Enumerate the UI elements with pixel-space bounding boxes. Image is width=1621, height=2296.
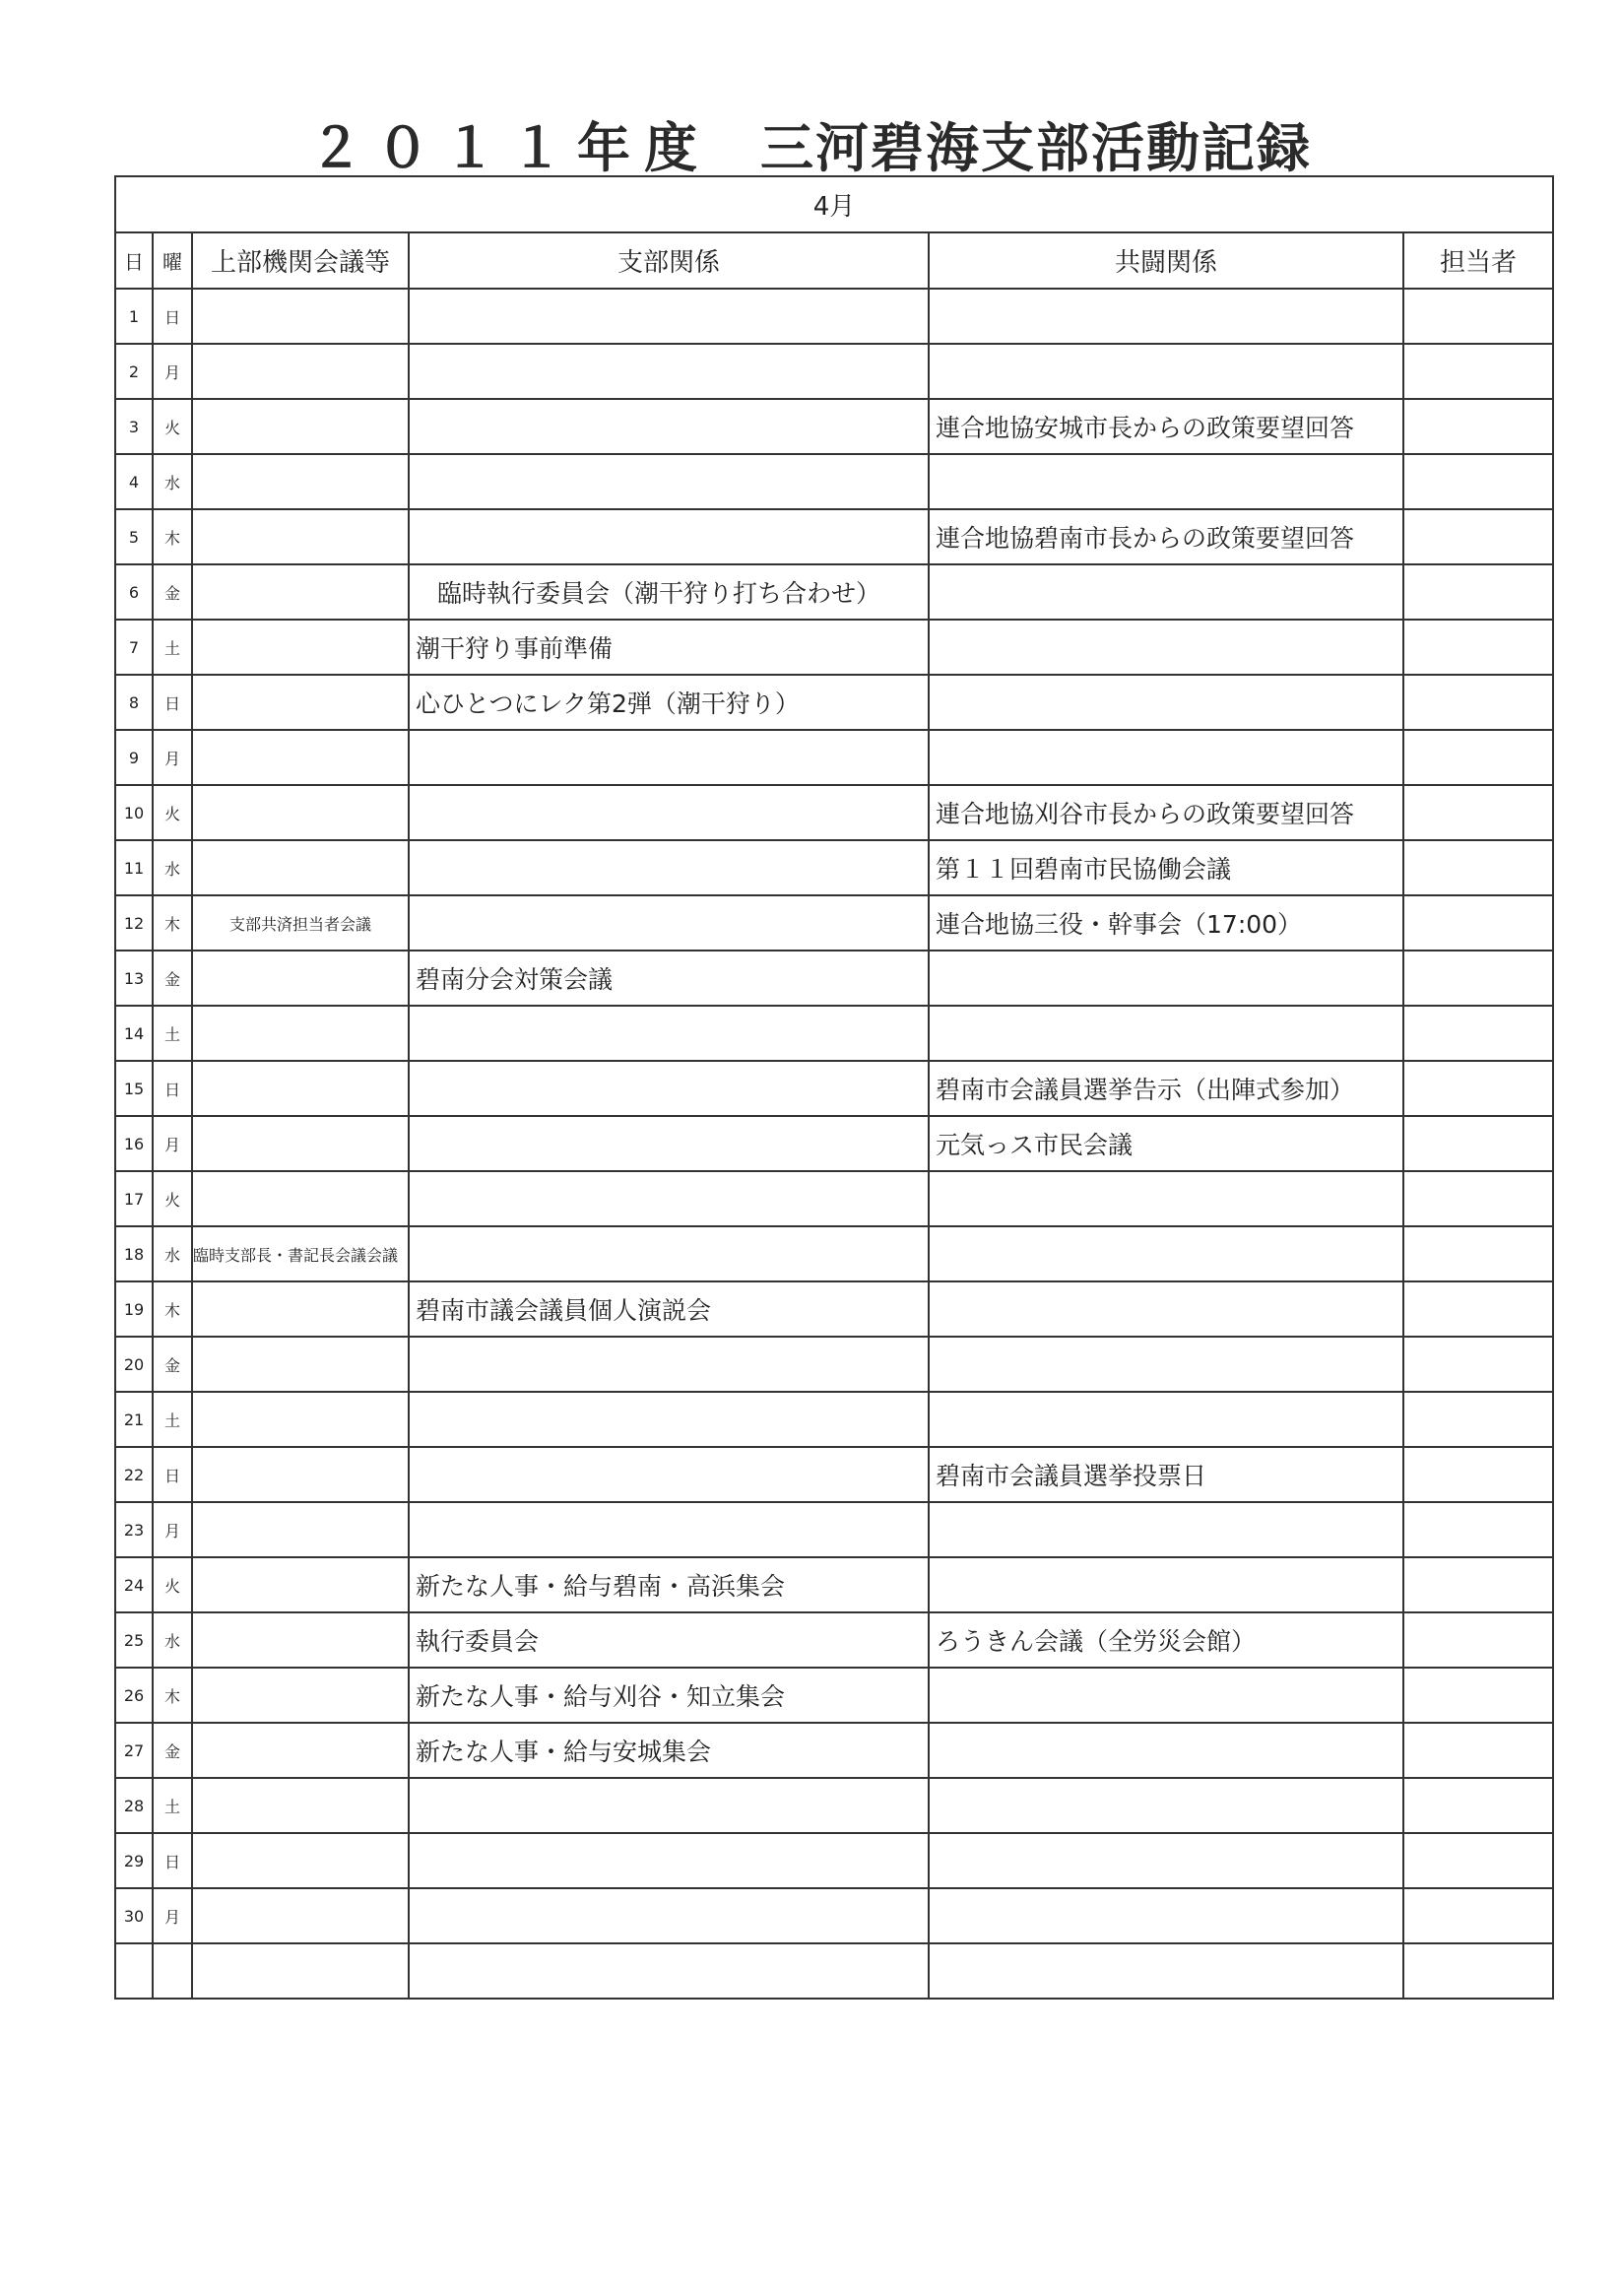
cell-upper: [192, 344, 409, 399]
cell-weekday: 月: [153, 1502, 192, 1557]
cell-shibu: [409, 399, 929, 454]
cell-shibu: [409, 1833, 929, 1888]
cell-shibu: [409, 730, 929, 785]
table-row: [115, 1833, 1553, 1888]
cell-kyoto: 元気っス市民会議: [929, 1116, 1403, 1171]
cell-day: 22: [115, 1447, 153, 1502]
cell-kyoto: 連合地協安城市長からの政策要望回答: [929, 399, 1403, 454]
cell-tanto: [1403, 1888, 1553, 1943]
cell-tanto: [1403, 289, 1553, 344]
header-upper: 上部機関会議等: [192, 232, 409, 289]
cell-tanto: [1403, 675, 1553, 730]
cell-day: 27: [115, 1723, 153, 1778]
table-row: [115, 344, 1553, 399]
cell-upper: [192, 1061, 409, 1116]
cell-day: 1: [115, 289, 153, 344]
cell-weekday: 水: [153, 840, 192, 895]
cell-day: [115, 1943, 153, 1999]
cell-kyoto: [929, 1778, 1403, 1833]
cell-kyoto: 連合地協碧南市長からの政策要望回答: [929, 509, 1403, 564]
cell-tanto: [1403, 399, 1553, 454]
cell-weekday: 月: [153, 1888, 192, 1943]
table-row: [115, 1943, 1553, 1999]
cell-tanto: [1403, 1943, 1553, 1999]
cell-weekday: 月: [153, 730, 192, 785]
cell-tanto: [1403, 454, 1553, 509]
cell-weekday: 土: [153, 1006, 192, 1061]
cell-shibu: 新たな人事・給与安城集会: [409, 1723, 929, 1778]
cell-day: 15: [115, 1061, 153, 1116]
cell-shibu: [409, 509, 929, 564]
cell-tanto: [1403, 1447, 1553, 1502]
cell-upper: [192, 1337, 409, 1392]
cell-upper: [192, 289, 409, 344]
cell-day: 23: [115, 1502, 153, 1557]
cell-upper: [192, 399, 409, 454]
header-weekday: 曜: [153, 232, 192, 289]
table-row: [115, 1778, 1553, 1833]
cell-day: 14: [115, 1006, 153, 1061]
cell-weekday: 日: [153, 1833, 192, 1888]
cell-kyoto: [929, 564, 1403, 620]
cell-kyoto: 碧南市会議員選挙告示（出陣式参加）: [929, 1061, 1403, 1116]
cell-shibu: 潮干狩り事前準備: [409, 620, 929, 675]
cell-weekday: 水: [153, 1612, 192, 1668]
title-name: 三河碧海支部活動記録: [760, 117, 1312, 179]
cell-shibu: 新たな人事・給与刈谷・知立集会: [409, 1668, 929, 1723]
cell-upper: [192, 1006, 409, 1061]
table-row: [115, 1502, 1553, 1557]
cell-shibu: [409, 344, 929, 399]
cell-upper: [192, 675, 409, 730]
title-year: ２０１１年度: [309, 117, 711, 179]
cell-day: 2: [115, 344, 153, 399]
cell-kyoto: [929, 951, 1403, 1006]
cell-upper: [192, 1778, 409, 1833]
cell-kyoto: 連合地協刈谷市長からの政策要望回答: [929, 785, 1403, 840]
header-kyoto: 共闘関係: [929, 232, 1403, 289]
cell-day: 30: [115, 1888, 153, 1943]
cell-tanto: [1403, 895, 1553, 951]
cell-tanto: [1403, 785, 1553, 840]
cell-weekday: 月: [153, 344, 192, 399]
cell-weekday: [153, 1943, 192, 1999]
cell-shibu: [409, 785, 929, 840]
cell-day: 4: [115, 454, 153, 509]
header-shibu: 支部関係: [409, 232, 929, 289]
cell-upper: 支部共済担当者会議: [192, 895, 409, 951]
cell-upper: [192, 1943, 409, 1999]
cell-shibu: [409, 1226, 929, 1281]
cell-tanto: [1403, 1778, 1553, 1833]
cell-tanto: [1403, 1392, 1553, 1447]
header-tanto: 担当者: [1403, 232, 1553, 289]
table-row: [115, 1392, 1553, 1447]
cell-tanto: [1403, 564, 1553, 620]
cell-day: 7: [115, 620, 153, 675]
cell-tanto: [1403, 1557, 1553, 1612]
cell-kyoto: [929, 1502, 1403, 1557]
cell-day: 28: [115, 1778, 153, 1833]
cell-kyoto: [929, 1337, 1403, 1392]
cell-kyoto: [929, 289, 1403, 344]
cell-weekday: 金: [153, 564, 192, 620]
table-row: [115, 730, 1553, 785]
table-row: [115, 1116, 1553, 1171]
table-row: [115, 564, 1553, 620]
cell-shibu: [409, 1006, 929, 1061]
cell-weekday: 木: [153, 1668, 192, 1723]
cell-upper: [192, 509, 409, 564]
cell-day: 26: [115, 1668, 153, 1723]
cell-kyoto: 碧南市会議員選挙投票日: [929, 1447, 1403, 1502]
cell-tanto: [1403, 1723, 1553, 1778]
cell-weekday: 月: [153, 1116, 192, 1171]
cell-upper: [192, 1281, 409, 1337]
cell-shibu: [409, 1502, 929, 1557]
cell-kyoto: [929, 730, 1403, 785]
cell-day: 8: [115, 675, 153, 730]
cell-shibu: [409, 1392, 929, 1447]
cell-weekday: 木: [153, 509, 192, 564]
cell-upper: [192, 1392, 409, 1447]
table-row: [115, 675, 1553, 730]
cell-shibu: 執行委員会: [409, 1612, 929, 1668]
cell-weekday: 木: [153, 895, 192, 951]
table-row: [115, 1612, 1553, 1668]
cell-upper: [192, 1116, 409, 1171]
cell-weekday: 日: [153, 289, 192, 344]
cell-day: 11: [115, 840, 153, 895]
cell-upper: [192, 1557, 409, 1612]
cell-day: 24: [115, 1557, 153, 1612]
table-row: [115, 1061, 1553, 1116]
table-row: [115, 1226, 1553, 1281]
cell-tanto: [1403, 1116, 1553, 1171]
cell-day: 13: [115, 951, 153, 1006]
cell-kyoto: 第１１回碧南市民協働会議: [929, 840, 1403, 895]
cell-upper: [192, 454, 409, 509]
cell-tanto: [1403, 1061, 1553, 1116]
cell-kyoto: [929, 1226, 1403, 1281]
cell-shibu: [409, 1061, 929, 1116]
table-row: [115, 1006, 1553, 1061]
cell-weekday: 土: [153, 1778, 192, 1833]
cell-weekday: 火: [153, 1171, 192, 1226]
table-row: [115, 840, 1553, 895]
month-label: 4月: [115, 176, 1553, 232]
cell-day: 5: [115, 509, 153, 564]
cell-weekday: 火: [153, 1557, 192, 1612]
cell-kyoto: [929, 620, 1403, 675]
cell-shibu: [409, 895, 929, 951]
cell-day: 9: [115, 730, 153, 785]
cell-upper: [192, 1833, 409, 1888]
cell-kyoto: [929, 1392, 1403, 1447]
cell-day: 16: [115, 1116, 153, 1171]
table-row: [115, 895, 1553, 951]
table-row: [115, 785, 1553, 840]
cell-upper: [192, 620, 409, 675]
cell-day: 29: [115, 1833, 153, 1888]
cell-kyoto: [929, 344, 1403, 399]
cell-kyoto: [929, 1281, 1403, 1337]
cell-tanto: [1403, 509, 1553, 564]
activity-record-table: [114, 175, 1554, 2000]
table-row: [115, 1668, 1553, 1723]
cell-tanto: [1403, 1171, 1553, 1226]
cell-upper: [192, 1723, 409, 1778]
cell-shibu: [409, 840, 929, 895]
cell-tanto: [1403, 344, 1553, 399]
table-row: [115, 289, 1553, 344]
cell-tanto: [1403, 1281, 1553, 1337]
table-row: [115, 620, 1553, 675]
cell-kyoto: [929, 1171, 1403, 1226]
cell-tanto: [1403, 620, 1553, 675]
cell-upper: [192, 951, 409, 1006]
table-row: [115, 399, 1553, 454]
cell-tanto: [1403, 1006, 1553, 1061]
cell-weekday: 木: [153, 1281, 192, 1337]
cell-day: 21: [115, 1392, 153, 1447]
cell-tanto: [1403, 1668, 1553, 1723]
table-row: [115, 1337, 1553, 1392]
cell-day: 25: [115, 1612, 153, 1668]
cell-upper: [192, 564, 409, 620]
cell-shibu: 臨時執行委員会（潮干狩り打ち合わせ）: [409, 564, 929, 620]
cell-kyoto: [929, 1723, 1403, 1778]
table-row: [115, 1281, 1553, 1337]
cell-shibu: [409, 289, 929, 344]
cell-kyoto: [929, 675, 1403, 730]
cell-weekday: 日: [153, 675, 192, 730]
cell-shibu: [409, 1778, 929, 1833]
cell-shibu: [409, 1337, 929, 1392]
cell-tanto: [1403, 730, 1553, 785]
cell-upper: [192, 1888, 409, 1943]
table-row: [115, 454, 1553, 509]
cell-upper: [192, 1171, 409, 1226]
cell-upper: [192, 1447, 409, 1502]
cell-weekday: 日: [153, 1061, 192, 1116]
header-row: [115, 232, 1553, 289]
cell-tanto: [1403, 1502, 1553, 1557]
cell-weekday: 金: [153, 1337, 192, 1392]
cell-shibu: [409, 1447, 929, 1502]
cell-shibu: [409, 1171, 929, 1226]
cell-day: 3: [115, 399, 153, 454]
cell-weekday: 土: [153, 1392, 192, 1447]
cell-upper: [192, 785, 409, 840]
cell-upper: [192, 1668, 409, 1723]
cell-upper: 臨時支部長・書記長会議会議: [192, 1226, 409, 1281]
cell-tanto: [1403, 1337, 1553, 1392]
table-row: [115, 1447, 1553, 1502]
cell-kyoto: ろうきん会議（全労災会館）: [929, 1612, 1403, 1668]
cell-shibu: [409, 454, 929, 509]
table-row: [115, 1723, 1553, 1778]
cell-weekday: 金: [153, 951, 192, 1006]
cell-shibu: [409, 1116, 929, 1171]
cell-day: 10: [115, 785, 153, 840]
cell-day: 17: [115, 1171, 153, 1226]
cell-day: 18: [115, 1226, 153, 1281]
cell-tanto: [1403, 840, 1553, 895]
cell-kyoto: [929, 1833, 1403, 1888]
cell-day: 6: [115, 564, 153, 620]
page-title: [0, 106, 1621, 182]
cell-shibu: 心ひとつにレク第2弾（潮干狩り）: [409, 675, 929, 730]
cell-weekday: 水: [153, 454, 192, 509]
cell-shibu: 碧南市議会議員個人演説会: [409, 1281, 929, 1337]
table-row: [115, 1557, 1553, 1612]
cell-shibu: 新たな人事・給与碧南・高浜集会: [409, 1557, 929, 1612]
cell-day: 12: [115, 895, 153, 951]
cell-upper: [192, 1502, 409, 1557]
month-row: [115, 176, 1553, 232]
table-row: [115, 1888, 1553, 1943]
cell-tanto: [1403, 1612, 1553, 1668]
cell-tanto: [1403, 951, 1553, 1006]
cell-weekday: 火: [153, 399, 192, 454]
cell-tanto: [1403, 1833, 1553, 1888]
cell-day: 20: [115, 1337, 153, 1392]
cell-shibu: [409, 1943, 929, 1999]
cell-kyoto: [929, 1668, 1403, 1723]
cell-tanto: [1403, 1226, 1553, 1281]
cell-weekday: 日: [153, 1447, 192, 1502]
cell-kyoto: 連合地協三役・幹事会（17:00）: [929, 895, 1403, 951]
cell-upper: [192, 840, 409, 895]
cell-upper: [192, 730, 409, 785]
table-row: [115, 951, 1553, 1006]
cell-day: 19: [115, 1281, 153, 1337]
cell-kyoto: [929, 1006, 1403, 1061]
cell-weekday: 土: [153, 620, 192, 675]
table-row: [115, 509, 1553, 564]
cell-upper: [192, 1612, 409, 1668]
cell-weekday: 金: [153, 1723, 192, 1778]
table-row: [115, 1171, 1553, 1226]
cell-kyoto: [929, 1943, 1403, 1999]
cell-kyoto: [929, 454, 1403, 509]
header-day: 日: [115, 232, 153, 289]
cell-shibu: 碧南分会対策会議: [409, 951, 929, 1006]
cell-shibu: [409, 1888, 929, 1943]
cell-weekday: 水: [153, 1226, 192, 1281]
cell-weekday: 火: [153, 785, 192, 840]
cell-kyoto: [929, 1557, 1403, 1612]
cell-kyoto: [929, 1888, 1403, 1943]
